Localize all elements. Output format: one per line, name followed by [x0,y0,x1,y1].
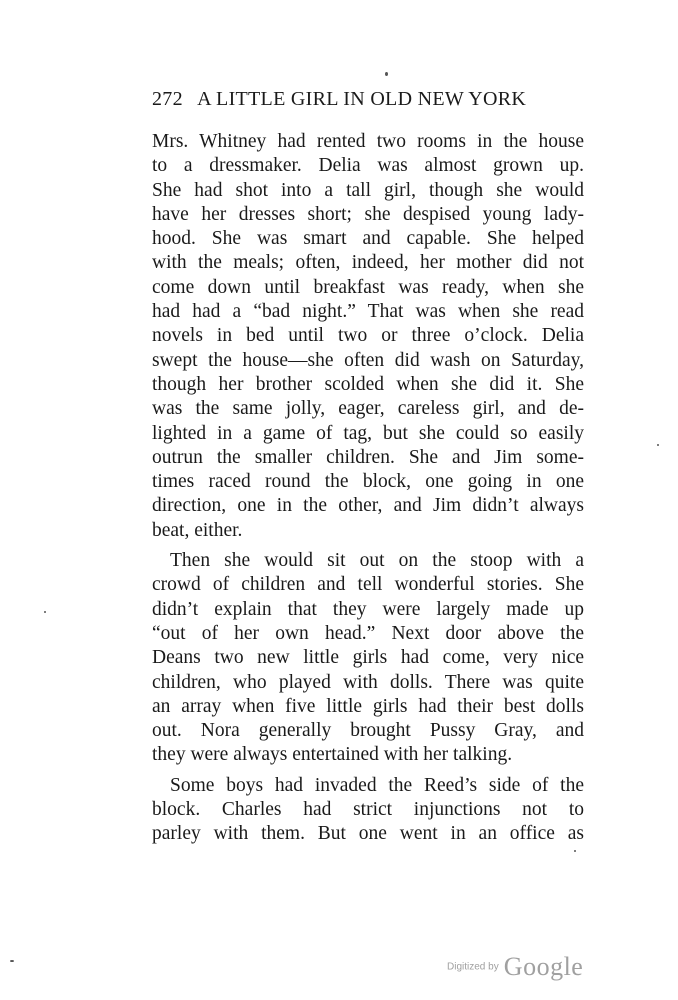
text-line: times raced round the block, one going in one [152,471,584,493]
text-line: have her dresses short; she despised young lady- [152,203,584,225]
text-line: didn’t explain that they were largely made up [152,598,584,620]
running-title: A LITTLE GIRL IN OLD NEW YORK [197,88,527,110]
text-line: parley with them. But one went in an office as [152,823,584,845]
text-line: “out of her own head.” Next door above the [152,622,584,644]
google-logo: Google [503,952,584,981]
running-header [152,88,552,111]
text-line: though her brother scolded when she did it. She [152,373,584,395]
text-line: beat, either. [152,519,243,541]
digitized-watermark [447,952,583,982]
text-line: Then she would sit out on the stoop with a [170,550,584,572]
digitized-by-label: Digitized by [447,961,499,973]
scan-speck [10,960,14,962]
text-line: She had shot into a tall girl, though she would [152,179,584,201]
paragraph [152,549,584,768]
text-line: children, who played with dolls. There was quite [152,671,584,693]
text-line: to a dressmaker. Delia was almost grown up. [152,155,584,177]
scan-speck [574,850,576,852]
text-line: Deans two new little girls had come, very nice [152,647,584,669]
text-line: outrun the smaller children. She and Jim some- [152,446,584,468]
text-line: swept the house—she often did wash on Saturday, [152,349,584,371]
scan-speck [657,444,659,446]
text-line: novels in bed until two or three o’clock. Delia [152,325,584,347]
text-line: come down until breakfast was ready, when she [152,276,584,298]
body-text [152,130,584,847]
paragraph [152,774,584,847]
text-line: was the same jolly, eager, careless girl, and de- [152,398,584,420]
text-line: had had a “bad night.” That was when she read [152,301,584,323]
scan-speck [44,611,46,613]
text-line: out. Nora generally brought Pussy Gray, and [152,720,584,742]
text-line: crowd of children and tell wonderful stories. She [152,574,584,596]
text-line: Mrs. Whitney had rented two rooms in the house [152,131,584,152]
text-line: Some boys had invaded the Reed’s side of the [170,774,584,796]
scan-speck [385,72,388,76]
text-line: block. Charles had strict injunctions not to [152,799,584,821]
text-line: lighted in a game of tag, but she could so easily [152,422,584,444]
paragraph [152,130,584,543]
page-number: 272 [152,88,183,110]
text-line: an array when five little girls had their best dolls [152,695,584,717]
text-line: hood. She was smart and capable. She helped [152,228,584,250]
text-line: direction, one in the other, and Jim didn’t always [152,495,584,517]
text-line: with the meals; often, indeed, her mother did not [152,252,584,274]
text-line: they were always entertained with her talking. [152,744,513,766]
